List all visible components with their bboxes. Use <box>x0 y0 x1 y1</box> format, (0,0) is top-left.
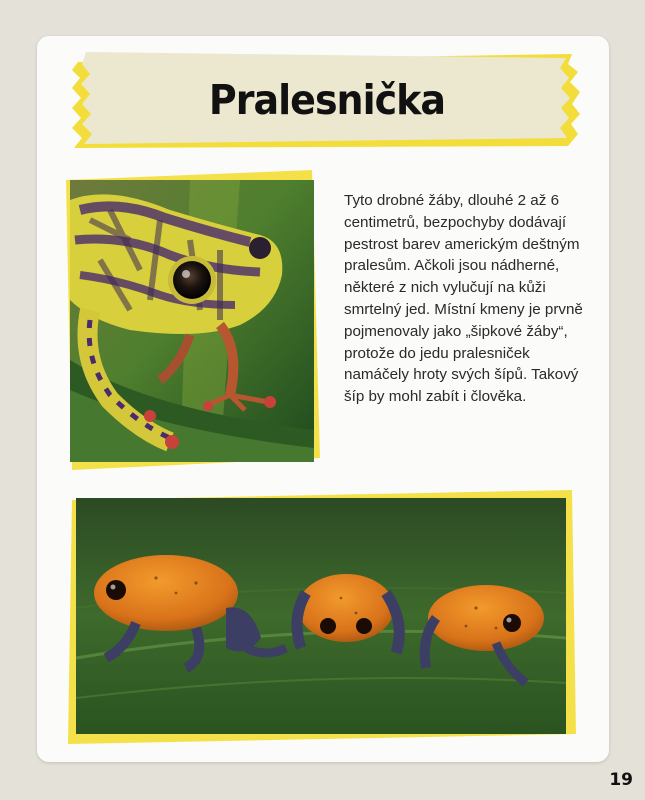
yellow-frog-image <box>70 180 314 462</box>
title-banner <box>72 48 582 152</box>
page-number: 19 <box>609 770 633 790</box>
orange-frogs-image <box>76 498 566 734</box>
top-frog-photo <box>70 180 314 462</box>
bottom-frogs-photo <box>76 498 566 734</box>
body-text: Tyto drobné žáby, dlouhé 2 až 6 centimetrů, bezpochyby dodávají pestrost barev americkým deštným pralesům. Ačkoli jsou nádherné, některé z nich vylučují na kůži smrtelný jed. Místní kmeny je prvně pojmenovaly jako „šipkové žáby“, protože do jedu pralesniček namáčely hroty svých šípů. Takový šíp by mohl zabít i člověka. <box>344 192 583 406</box>
page-title: Pralesnička <box>208 76 446 124</box>
